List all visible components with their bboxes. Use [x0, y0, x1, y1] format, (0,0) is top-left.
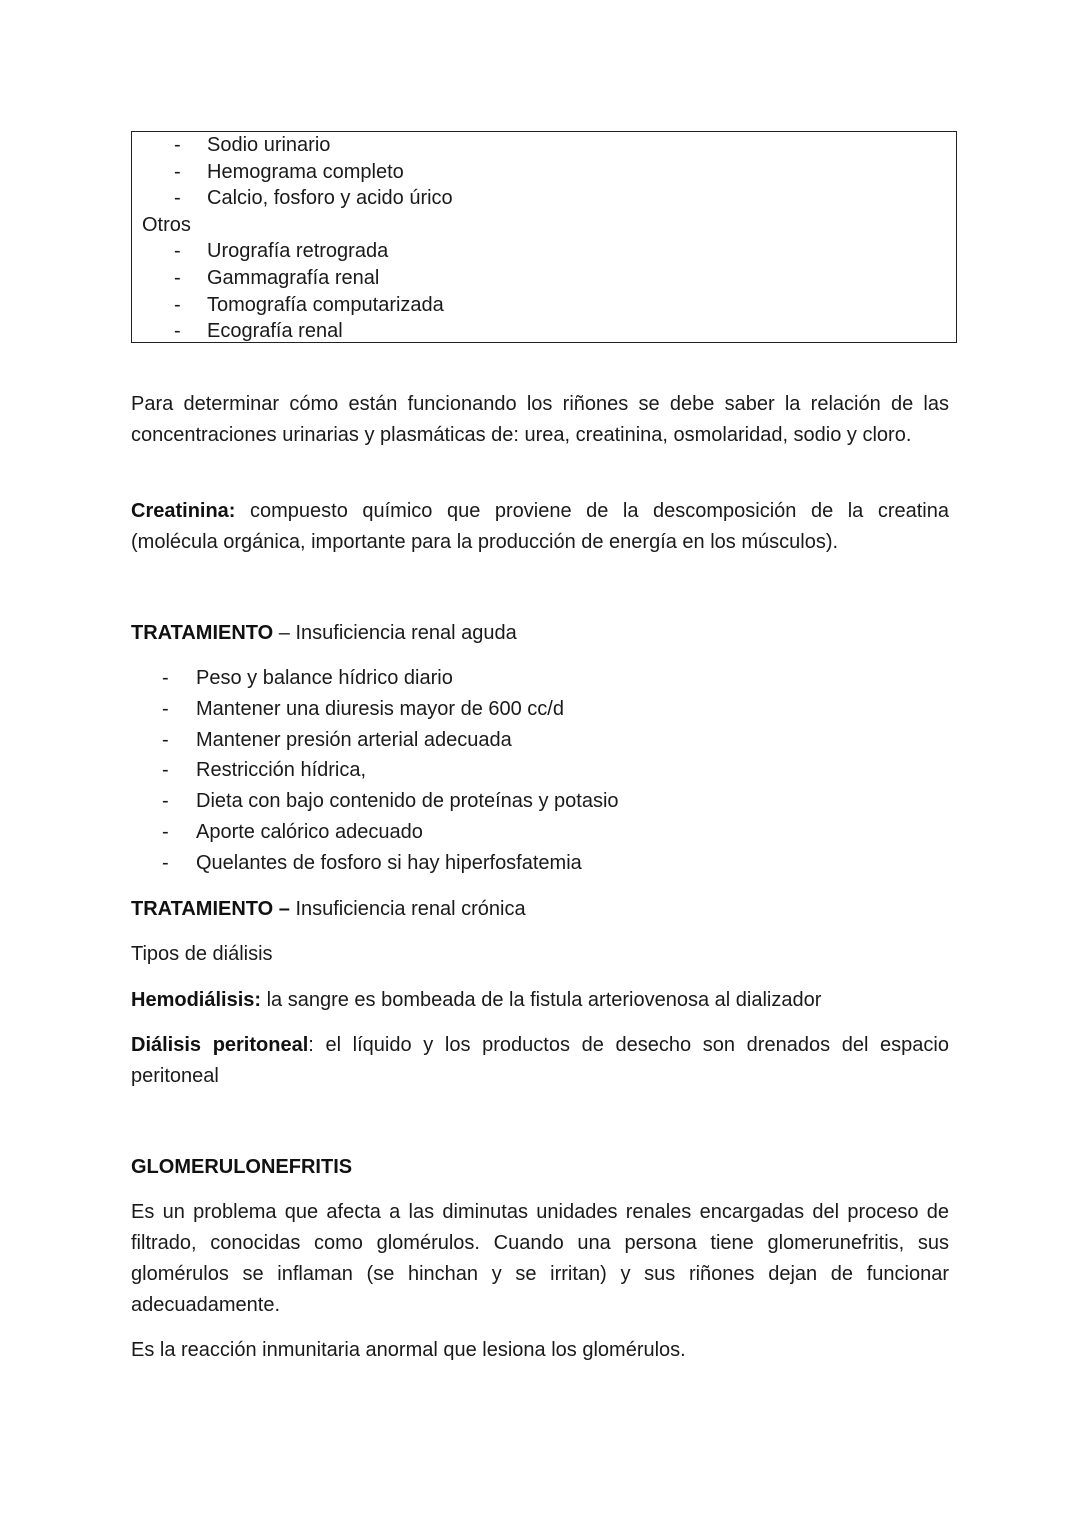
list-item: [131, 755, 949, 786]
list-item-text: Dieta con bajo contenido de proteínas y potasio: [196, 790, 619, 813]
heading-rest: Insuficiencia renal crónica: [289, 898, 526, 920]
dash-bullet: -: [174, 266, 181, 289]
hemodialisis-term: Hemodiálisis:: [131, 989, 262, 1011]
list-item-text: Mantener una diuresis mayor de 600 cc/d: [196, 697, 564, 720]
dash-bullet: -: [162, 728, 169, 751]
box-list-item: [142, 265, 946, 292]
list-item-text: Mantener presión arterial adecuada: [196, 728, 512, 751]
creatinina-term: Creatinina:: [131, 500, 236, 522]
dash-bullet: -: [162, 820, 169, 843]
box-list-item-text: Ecografía renal: [207, 320, 343, 343]
dialisis-peritoneal-text: : el líquido y los productos de desecho son drenados del espacio peritoneal: [131, 1034, 949, 1087]
glomerulonefritis-paragraph-2: Es la reacción inmunitaria anormal que lesiona los glomérulos.: [131, 1339, 686, 1361]
list-item-text: Aporte calórico adecuado: [196, 820, 423, 843]
list-item: [131, 694, 949, 725]
dialisis-peritoneal-term: Diálisis peritoneal: [131, 1034, 309, 1056]
heading-bold: TRATAMIENTO –: [131, 898, 290, 920]
tratamiento-aguda-heading: [131, 618, 949, 649]
list-item-text: Peso y balance hídrico diario: [196, 667, 453, 689]
exam-list-box: [131, 131, 957, 343]
dash-bullet: -: [162, 667, 169, 689]
dialisis-peritoneal-definition: [131, 1030, 949, 1092]
dash-bullet: -: [174, 160, 181, 183]
box-list-item: [142, 318, 946, 345]
box-list-item-text: Gammagrafía renal: [207, 266, 380, 289]
box-list-item: [142, 292, 946, 319]
creatinina-definition: [131, 496, 949, 558]
dash-bullet: -: [162, 759, 169, 782]
box-list-item-text: Sodio urinario: [207, 134, 331, 156]
hemodialisis-definition: [131, 985, 949, 1016]
box-list-item-text: Urografía retrograda: [207, 240, 389, 263]
box-list-item: [142, 238, 946, 265]
tipos-dialisis-label: Tipos de diálisis: [131, 943, 273, 965]
dash-bullet: -: [174, 187, 181, 210]
intro-paragraph: Para determinar cómo están funcionando los riñones se debe saber la relación de las concentraciones urinarias y plasmáticas de: urea, creatinina, osmolaridad, sodio y cloro.: [131, 393, 949, 446]
list-item: [131, 848, 949, 879]
box-subheading-otros: [142, 212, 946, 239]
glomerulonefritis-heading: [131, 1152, 949, 1183]
dash-bullet: -: [162, 697, 169, 720]
tratamiento-aguda-list: [131, 663, 949, 879]
list-item-text: Restricción hídrica,: [196, 759, 367, 782]
box-list-item-text: Tomografía computarizada: [207, 293, 444, 316]
list-item: [131, 663, 949, 694]
box-list-item-text: Hemograma completo: [207, 160, 404, 183]
box-list-item-text: Calcio, fosforo y acido úrico: [207, 187, 453, 210]
hemodialisis-text: la sangre es bombeada de la fistula arteriovenosa al dializador: [261, 989, 822, 1011]
heading-bold: TRATAMIENTO: [131, 622, 274, 644]
glomerulonefritis-paragraph: Es un problema que afecta a las diminutas unidades renales encargadas del proceso de filtrado, conocidas como glomérulos. Cuando una persona tiene glomerunefritis, sus glomérulos se inflaman (se hinchan y se irritan) y sus riñones dejan de funcionar adecuadamente.: [131, 1201, 949, 1316]
list-item: [131, 786, 949, 817]
dash-bullet: -: [174, 134, 181, 156]
dash-bullet: -: [174, 240, 181, 263]
heading-rest: – Insuficiencia renal aguda: [273, 622, 517, 644]
creatinina-text: compuesto químico que proviene de la descomposición de la creatina (molécula orgánica, importante para la producción de energía en los músculos).: [131, 500, 949, 553]
list-item: [131, 725, 949, 756]
box-list-item: [142, 132, 946, 159]
box-list-item: [142, 185, 946, 212]
heading-bold: GLOMERULONEFRITIS: [131, 1156, 353, 1178]
list-item: [131, 817, 949, 848]
box-subheading-text: Otros: [142, 213, 191, 236]
dash-bullet: -: [174, 320, 181, 343]
list-item-text: Quelantes de fosforo si hay hiperfosfatemia: [196, 851, 582, 874]
box-list-item: [142, 159, 946, 186]
dash-bullet: -: [162, 790, 169, 813]
dash-bullet: -: [174, 293, 181, 316]
dash-bullet: -: [162, 851, 169, 874]
tratamiento-cronica-heading: [131, 894, 949, 925]
